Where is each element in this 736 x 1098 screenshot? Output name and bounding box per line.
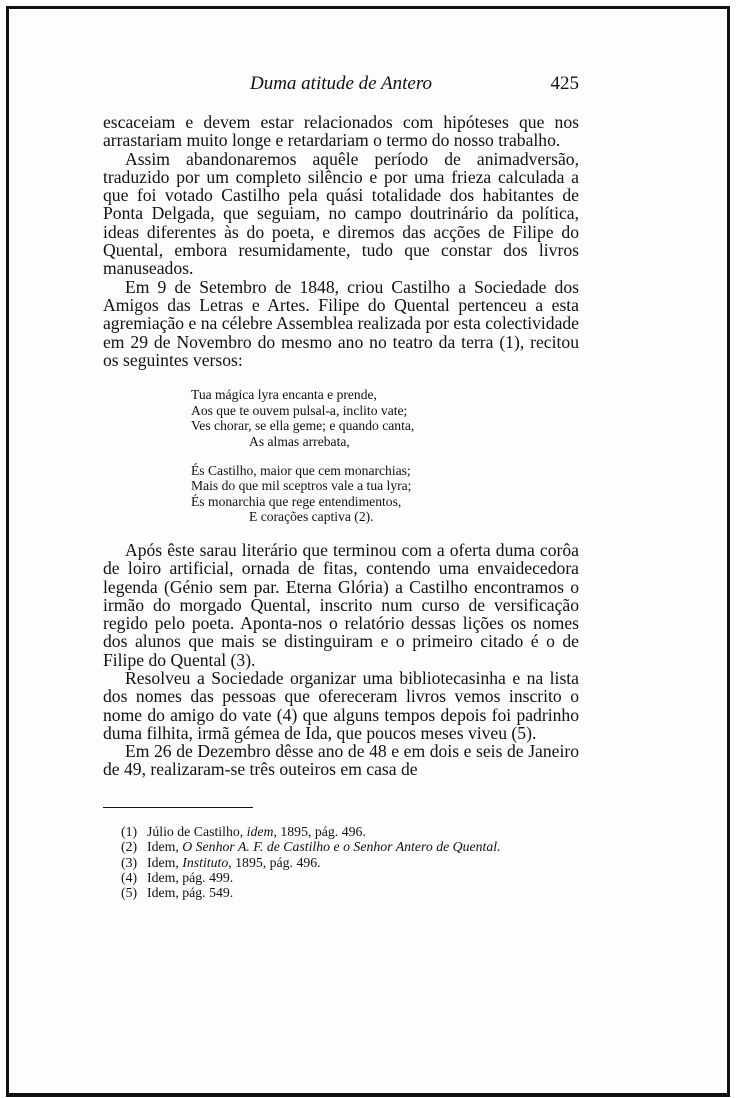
footnote (121, 824, 579, 839)
footnote-italic: O Senhor A. F. de Castilho e o Senhor Antero de Quental. (182, 839, 501, 855)
footnote-number: (1) (121, 823, 138, 839)
poem-stanza (191, 387, 579, 449)
footnote-text: Idem, pág. 549. (147, 885, 234, 901)
footnote-number: (2) (121, 839, 138, 855)
footnote-text: , 1895, pág. 496. (228, 854, 321, 870)
footnote-text: Júlio de Castilho, (147, 823, 247, 839)
body-text (103, 113, 579, 779)
poem-line: Mais do que mil sceptros vale a tua lyra; (191, 478, 412, 494)
paragraph: Assim abandonaremos aquêle período de animadversão, traduzido por um completo silêncio e por uma frieza calculada a que foi votado Castilho pela quási totalidade dos habitantes de Ponta Delgada, que seguiam, no campo doutrinário da política, ideas diferentes às do poeta, e diremos das acções de Filipe do Quental, embora resumidamente, tudo que constar dos livros manuseados. (103, 148, 579, 279)
page-frame (6, 6, 730, 1097)
footnote-number: (5) (121, 885, 138, 901)
footnotes (103, 824, 579, 901)
footnote (121, 855, 579, 870)
footnote-number: (3) (121, 854, 138, 870)
footnote (121, 885, 579, 900)
footnote-text: Idem, pág. 499. (147, 869, 234, 885)
poem-stanza (191, 463, 579, 525)
poem-line: Aos que te ouvem pulsal-a, inclito vate; (191, 402, 408, 418)
poem-line: És Castilho, maior que cem monarchias; (191, 462, 411, 478)
poem-line: As almas arrebata, (249, 433, 350, 449)
footnote-text: , 1895, pág. 496. (273, 823, 366, 839)
footnote-text: Idem, (147, 839, 183, 855)
footnote-italic: Instituto (182, 854, 229, 870)
footnote (121, 870, 579, 885)
poem-line: E corações captiva (2). (249, 509, 374, 525)
footnote-italic: idem (246, 823, 274, 839)
footnote-number: (4) (121, 869, 138, 885)
footnote-text: Idem, (147, 854, 183, 870)
poem (191, 387, 579, 525)
running-head (103, 73, 579, 101)
running-head-title: Duma atitude de Antero (249, 73, 433, 94)
book-page (103, 73, 579, 901)
paragraph: Em 9 de Setembro de 1848, criou Castilho a Sociedade dos Amigos das Letras e Artes. Filipe do Quental pertenceu a esta agremiação e na célebre Assemblea realizada por esta colectividade em 29 de Novembro do mesmo ano no teatro da terra (1), recitou os seguintes versos: (103, 276, 579, 370)
paragraph: Resolveu a Sociedade organizar uma bibliotecasinha e na lista dos nomes das pessoas que ofereceram livros vemos inscrito o nome do amigo do vate (4) que alguns tempos depois foi padrinho duma filhita, irmã gémea de Ida, que poucos meses viveu (5). (103, 667, 579, 743)
footnote (121, 839, 579, 854)
paragraph: Em 26 de Dezembro dêsse ano de 48 e em dois e seis de Janeiro de 49, realizaram-se três outeiros em casa de (103, 741, 579, 780)
paragraph: escaceiam e devem estar relacionados com hipóteses que nos arrastariam muito longe e retardariam o termo do nosso trabalho. (103, 112, 579, 151)
poem-line: Ves chorar, se ella geme; e quando canta, (191, 418, 415, 434)
footnote-divider (103, 807, 253, 808)
paragraph: Após êste sarau literário que terminou com a oferta duma corôa de loiro artificial, ornada de fitas, contendo uma envaidecedora legenda (Génio sem par. Eterna Glória) a Castilho encontramos o irmão do morgado Quental, inscrito num curso de versificação regido pelo poeta. Aponta-nos o relatório dessas lições os nomes dos alunos que mais se distinguiram e o primeiro citado é o de Filipe do Quental (3). (103, 539, 579, 670)
page-number: 425 (550, 73, 579, 94)
poem-line: És monarchia que rege entendimentos, (191, 493, 402, 509)
poem-line: Tua mágica lyra encanta e prende, (191, 387, 377, 403)
